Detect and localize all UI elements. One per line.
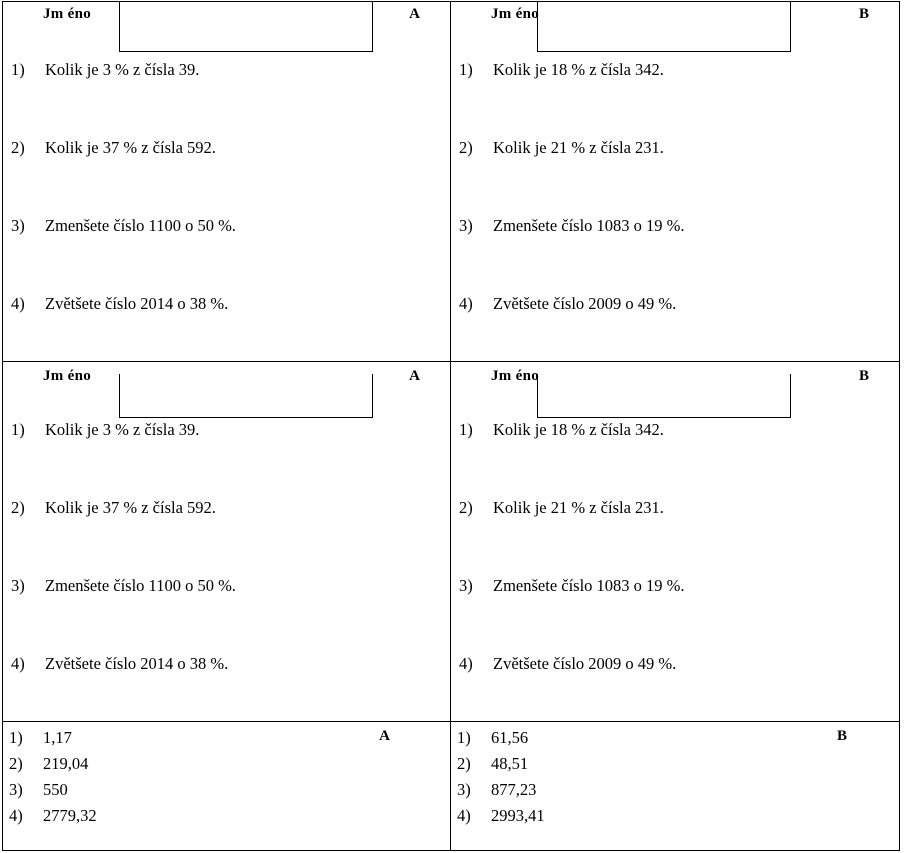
answer-value: 1,17 [43, 728, 72, 747]
question-number: 4) [459, 654, 473, 673]
answer-item [457, 806, 899, 832]
worksheet-variant-a-top [3, 2, 451, 361]
question-list [451, 414, 899, 732]
worksheet-variant-a-bottom [3, 362, 451, 721]
question-text: Kolik je 18 % z čísla 342. [493, 60, 664, 79]
answer-key-variant-b [451, 722, 899, 850]
answer-number: 1) [457, 728, 471, 747]
answer-item [9, 754, 450, 780]
question-number: 3) [11, 576, 25, 595]
question-text: Zmenšete číslo 1083 o 19 %. [493, 216, 685, 235]
answer-item [457, 728, 899, 754]
name-header [451, 2, 899, 54]
name-label: Jm éno [491, 6, 540, 22]
answer-number: 2) [457, 754, 471, 773]
answer-value: 550 [43, 780, 68, 799]
variant-badge: B [858, 368, 869, 384]
question-item [459, 654, 899, 732]
question-number: 2) [459, 498, 473, 517]
question-number: 1) [459, 60, 473, 79]
question-text: Kolik je 21 % z čísla 231. [493, 498, 664, 517]
question-number: 4) [11, 654, 25, 673]
answer-value: 48,51 [491, 754, 529, 773]
worksheet-variant-b-bottom [451, 362, 899, 721]
question-item [11, 654, 450, 732]
answer-number: 4) [457, 806, 471, 825]
question-item [459, 498, 899, 576]
question-text: Zvětšete číslo 2009 o 49 %. [493, 294, 677, 313]
answer-list [451, 722, 899, 832]
worksheet-grid [2, 1, 900, 851]
name-input-box[interactable] [537, 2, 791, 52]
question-number: 2) [11, 498, 25, 517]
question-text: Zmenšete číslo 1100 o 50 %. [45, 216, 236, 235]
question-item [11, 294, 450, 372]
question-number: 4) [11, 294, 25, 313]
answer-value: 2779,32 [43, 806, 97, 825]
answer-value: 61,56 [491, 728, 529, 747]
question-text: Zvětšete číslo 2014 o 38 %. [45, 654, 229, 673]
question-item [11, 420, 450, 498]
question-number: 2) [459, 138, 473, 157]
question-number: 2) [11, 138, 25, 157]
question-item [459, 60, 899, 138]
question-number: 1) [11, 60, 25, 79]
question-item [11, 60, 450, 138]
question-text: Zvětšete číslo 2014 o 38 %. [45, 294, 229, 313]
name-input-box[interactable] [119, 374, 373, 418]
question-text: Kolik je 18 % z čísla 342. [493, 420, 664, 439]
answer-key-variant-a [3, 722, 451, 850]
question-item [11, 138, 450, 216]
question-number: 1) [459, 420, 473, 439]
question-list [3, 54, 450, 372]
question-text: Kolik je 37 % z čísla 592. [45, 498, 216, 517]
answer-item [9, 780, 450, 806]
question-text: Kolik je 3 % z čísla 39. [45, 420, 200, 439]
question-number: 1) [11, 420, 25, 439]
question-list [3, 414, 450, 732]
name-label: Jm éno [43, 368, 92, 384]
question-item [11, 216, 450, 294]
name-label: Jm éno [43, 6, 92, 22]
answer-number: 3) [457, 780, 471, 799]
question-item [459, 420, 899, 498]
answer-number: 2) [9, 754, 23, 773]
worksheet-block-2 [3, 362, 899, 722]
name-header [451, 362, 899, 414]
name-input-box[interactable] [119, 2, 373, 52]
name-header [3, 362, 450, 414]
name-input-box[interactable] [537, 374, 791, 418]
answer-key-row [3, 722, 899, 850]
answer-list [3, 722, 450, 832]
name-header [3, 2, 450, 54]
answer-value: 2993,41 [491, 806, 545, 825]
question-item [459, 294, 899, 372]
question-text: Kolik je 21 % z čísla 231. [493, 138, 664, 157]
worksheet-block-1 [3, 2, 899, 362]
question-text: Kolik je 3 % z čísla 39. [45, 60, 200, 79]
question-item [459, 216, 899, 294]
worksheet-variant-b-top [451, 2, 899, 361]
variant-badge: B [836, 728, 847, 744]
answer-number: 1) [9, 728, 23, 747]
question-text: Zmenšete číslo 1100 o 50 %. [45, 576, 236, 595]
question-number: 3) [11, 216, 25, 235]
variant-badge: A [409, 6, 420, 22]
question-number: 4) [459, 294, 473, 313]
question-text: Zmenšete číslo 1083 o 19 %. [493, 576, 685, 595]
answer-item [457, 780, 899, 806]
question-item [459, 576, 899, 654]
variant-badge: A [409, 368, 420, 384]
answer-item [457, 754, 899, 780]
question-list [451, 54, 899, 372]
question-item [11, 498, 450, 576]
question-number: 3) [459, 576, 473, 595]
question-text: Zvětšete číslo 2009 o 49 %. [493, 654, 677, 673]
variant-badge: A [379, 728, 390, 744]
variant-badge: B [858, 6, 869, 22]
answer-value: 219,04 [43, 754, 89, 773]
name-label: Jm éno [491, 368, 540, 384]
question-item [459, 138, 899, 216]
question-number: 3) [459, 216, 473, 235]
answer-value: 877,23 [491, 780, 537, 799]
answer-number: 3) [9, 780, 23, 799]
answer-item [9, 806, 450, 832]
question-item [11, 576, 450, 654]
answer-number: 4) [9, 806, 23, 825]
question-text: Kolik je 37 % z čísla 592. [45, 138, 216, 157]
